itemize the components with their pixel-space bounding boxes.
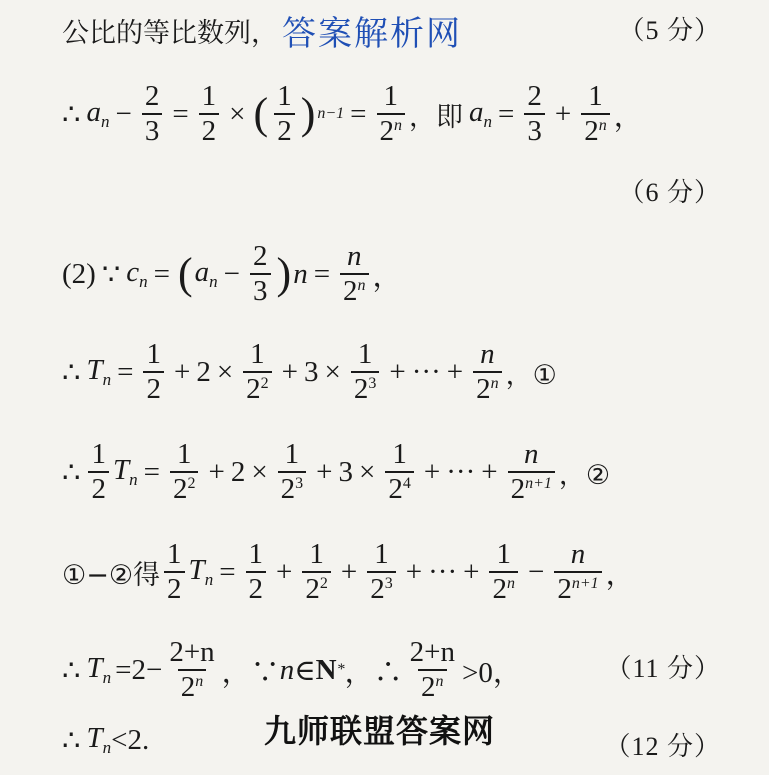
den (418, 669, 447, 704)
sub-n: n (139, 272, 148, 292)
den: 2 (143, 371, 164, 406)
var-T: T (86, 652, 103, 685)
equals: = (153, 257, 171, 290)
sub-n: n (102, 370, 112, 390)
base: 2 (510, 473, 526, 506)
base: 2 (557, 573, 572, 606)
line-1-text: 公比的等比数列， (62, 18, 278, 49)
eq-2-minus: =2− (115, 653, 163, 686)
den (178, 669, 207, 704)
frac-n-2n (340, 240, 369, 309)
times: × (216, 355, 234, 388)
exp: 3 (295, 475, 304, 493)
var-n: n (293, 257, 308, 290)
num (568, 538, 589, 571)
frac-2n-2n (166, 636, 217, 705)
frac-n-2n1 (554, 538, 601, 607)
num: 1 (588, 80, 603, 112)
therefore-symbol: ∴ (62, 724, 81, 757)
element-of: ∈ (294, 654, 316, 687)
star: * (336, 661, 345, 679)
base: 2 (246, 373, 261, 406)
num (477, 338, 498, 371)
equals: = (172, 97, 189, 130)
den (581, 113, 610, 148)
plus-3: + (423, 455, 441, 488)
var-a: a (194, 256, 210, 289)
equals: = (117, 355, 134, 388)
num: 1 (284, 438, 300, 470)
frac-1-2n (377, 80, 406, 149)
comma: ， (605, 558, 635, 591)
eq-marker-1: ，① (505, 359, 557, 391)
times-2: × (324, 355, 341, 388)
var-T: T (86, 722, 103, 754)
num: 1 (374, 538, 389, 570)
equals-2: = (313, 257, 331, 290)
score-6: （6 分） (618, 178, 721, 207)
plus: + (276, 555, 293, 588)
num: 2 (144, 80, 160, 112)
coef-3: 3 (338, 455, 354, 488)
exp: 2 (260, 375, 269, 393)
num: 1 (91, 438, 106, 470)
line-4 (62, 338, 557, 407)
line-5 (62, 438, 610, 507)
therefore-symbol-2: ，∴ (344, 656, 403, 689)
comma: ， (613, 100, 643, 133)
frac-1-2 (164, 538, 185, 607)
frac-1-2-3 (278, 438, 307, 507)
base: 2 (370, 573, 385, 606)
frac-1-2-b (246, 538, 267, 607)
exp: 3 (384, 575, 393, 593)
line-2 (62, 80, 643, 149)
line-1 (62, 6, 462, 55)
frac-1-2-4 (385, 438, 414, 507)
rparen: ) (276, 249, 292, 299)
var-c: c (126, 256, 140, 289)
equals: = (219, 555, 236, 588)
because-symbol: ∵ (101, 258, 121, 291)
den (302, 571, 331, 606)
exp: n (598, 117, 607, 135)
frac-n-2n (473, 338, 502, 407)
base: 2 (584, 115, 599, 148)
lt-two: <2. (111, 723, 150, 756)
frac-1-2 (88, 438, 109, 507)
num: 1 (309, 538, 324, 570)
den: 2 (274, 113, 295, 148)
frac-1-2n (489, 538, 518, 607)
ellipsis: ··· (411, 355, 441, 388)
num: 1 (357, 338, 373, 370)
plus-2: + (281, 355, 299, 388)
rparen: ) (300, 89, 316, 139)
den: 3 (142, 113, 163, 148)
den: 3 (250, 273, 271, 308)
base: 2 (172, 473, 188, 506)
line-3 (62, 240, 402, 309)
den: 2 (199, 113, 220, 148)
den (170, 471, 199, 506)
plus: + (554, 97, 572, 130)
base: 2 (476, 373, 491, 406)
den (377, 113, 406, 148)
therefore-symbol: ∴ (62, 356, 81, 389)
num: 1 (392, 438, 407, 470)
watermark-bottom: 九师联盟答案网 (264, 712, 496, 750)
therefore-symbol: ∴ (62, 98, 81, 131)
equals-3: = (498, 97, 515, 130)
base: 2 (280, 473, 296, 506)
plus-4: + (463, 555, 480, 588)
because-symbol: ，∵ (221, 656, 280, 689)
n: n (523, 438, 539, 470)
den (243, 371, 272, 406)
plus: + (173, 355, 191, 388)
sub-n: n (100, 112, 110, 132)
frac-2-3 (142, 80, 163, 149)
ji-text: ，即 (409, 101, 463, 133)
frac-1-2 (143, 338, 164, 407)
exp: 4 (402, 475, 411, 493)
line-7 (62, 636, 522, 705)
num: 1 (250, 338, 265, 370)
num: 2+n (169, 636, 215, 668)
sub-n-2: n (209, 272, 218, 292)
den (385, 471, 414, 506)
exp: 3 (368, 375, 377, 393)
exp: n (195, 673, 204, 691)
subtract-label: ①−②得 (62, 559, 161, 591)
exp: n (357, 277, 366, 295)
base: 2 (180, 671, 196, 704)
num: 1 (383, 80, 398, 112)
den (554, 571, 601, 606)
score-11: （11 分） (605, 654, 721, 683)
num: 1 (496, 538, 511, 570)
n: n (570, 538, 586, 570)
coef-3: 3 (304, 355, 319, 388)
var-a-2: a (469, 96, 484, 129)
score-12: （12 分） (604, 732, 721, 761)
equals: = (143, 455, 160, 488)
num: 1 (277, 80, 292, 112)
gt-zero: >0， (461, 656, 522, 689)
var-a: a (86, 96, 101, 129)
num: 1 (248, 538, 264, 570)
base: 2 (388, 473, 403, 506)
den: 3 (524, 113, 545, 148)
therefore-symbol: ∴ (62, 654, 81, 687)
plus-4: + (481, 455, 498, 488)
frac-2-3 (250, 240, 271, 309)
n: n (347, 240, 362, 272)
num: 2+n (409, 636, 455, 668)
den (489, 571, 518, 606)
n: n (480, 338, 495, 370)
num: 2 (253, 240, 268, 272)
var-T: T (188, 554, 205, 587)
coef-2: 2 (196, 355, 211, 388)
base: 2 (421, 671, 436, 704)
frac-2n-2n-b (407, 636, 458, 705)
var-T: T (86, 354, 103, 387)
frac-1-2-2 (243, 338, 272, 407)
plus-2: + (316, 455, 333, 488)
den: 2 (88, 471, 109, 506)
den (473, 371, 502, 406)
lparen: ( (253, 89, 269, 139)
exp: n (394, 117, 402, 135)
plus-3: + (405, 555, 423, 588)
comma: ， (372, 260, 402, 293)
ellipsis: ··· (428, 555, 458, 588)
num: 1 (146, 338, 161, 370)
ellipsis: ··· (446, 455, 476, 488)
line-8 (62, 722, 149, 758)
num: 1 (167, 538, 182, 570)
plus: + (208, 455, 225, 488)
frac-1-2-3 (351, 338, 380, 407)
minus: − (115, 97, 132, 130)
exp: 2 (319, 575, 328, 593)
frac-1-2-2 (170, 438, 199, 507)
num: 2 (527, 80, 542, 112)
sub-n: n (102, 668, 112, 688)
times: × (251, 455, 268, 488)
frac-1-2-b (274, 80, 295, 149)
den: 2 (246, 571, 267, 606)
therefore-symbol: ∴ (62, 456, 81, 489)
score-5: （5 分） (618, 16, 721, 45)
exp: 2 (187, 475, 196, 493)
den (367, 571, 396, 606)
eq-marker-2: ，② (558, 459, 611, 491)
exp: n (435, 673, 444, 691)
minus: − (223, 257, 241, 290)
times: × (229, 97, 246, 130)
part-label: (2) (62, 257, 96, 290)
num (521, 438, 542, 471)
base: 2 (353, 373, 369, 406)
exp: n (506, 575, 515, 593)
exp-n-1: n−1 (317, 105, 345, 123)
var-T: T (112, 454, 130, 487)
den (508, 471, 555, 506)
plus-4: + (446, 355, 464, 388)
frac-1-2 (199, 80, 220, 149)
exp: n+1 (571, 575, 599, 593)
frac-1-2-2 (302, 538, 331, 607)
base: 2 (492, 573, 507, 606)
coef-2: 2 (230, 455, 246, 488)
base: 2 (305, 573, 320, 606)
watermark-top: 答案解析网 (282, 14, 462, 54)
frac-1-2-3 (367, 538, 396, 607)
den (278, 471, 307, 506)
den (340, 273, 369, 308)
line-6 (62, 538, 635, 607)
num: 1 (201, 80, 217, 112)
plus-2: + (340, 555, 358, 588)
minus: − (527, 555, 545, 588)
frac-2-3-b (524, 80, 545, 149)
plus-3: + (389, 355, 406, 388)
var-n: n (279, 653, 295, 686)
set-N: N (315, 653, 337, 686)
den (351, 371, 380, 406)
base: 2 (343, 275, 358, 308)
exp: n+1 (525, 475, 552, 493)
den: 2 (164, 571, 185, 606)
lparen: ( (178, 249, 193, 299)
frac-1-2n-b (581, 80, 610, 149)
sub-n-2: n (483, 112, 492, 132)
exp: n (490, 375, 499, 393)
equals-2: = (350, 97, 367, 130)
times-2: × (359, 455, 376, 488)
base: 2 (379, 115, 394, 148)
sub-n: n (129, 470, 138, 490)
num (344, 240, 365, 273)
sub-n: n (102, 738, 112, 757)
sub-n: n (204, 570, 214, 590)
num: 1 (176, 438, 192, 470)
frac-n-2n1 (508, 438, 555, 507)
